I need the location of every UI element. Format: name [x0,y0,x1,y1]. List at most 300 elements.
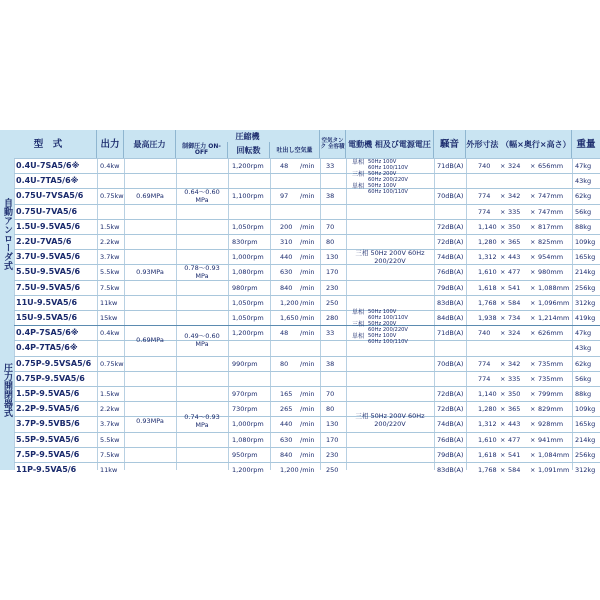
grid-row-line [14,234,600,235]
row-air-unit: /min [300,253,315,262]
row-tank: 130 [326,253,339,262]
row-rpm: 1,080rpm [232,268,264,277]
dim-separator: × [530,359,536,368]
row-air-delivery: 165 [280,390,293,398]
row-rpm: 980rpm [232,283,258,292]
motor-50hz: 50Hz 200V [368,171,397,177]
row-rpm: 1,050rpm [232,314,264,322]
row-width: 1,768 [478,466,497,474]
row-power: 7.5kw [100,283,120,292]
row-width: 774 [478,207,491,216]
grid-column-line [346,158,347,470]
row-height: 799mm [538,390,564,398]
row-model: 0.75P-9.5VSA5/6 [16,358,92,368]
row-tank: 80 [326,405,335,414]
dim-separator: × [530,435,536,444]
max-pressure-b: 0.93MPa [136,267,164,276]
row-depth: 324 [508,162,521,170]
grid-row-line [14,356,600,357]
header-compressor: 圧縮機 [176,130,320,158]
motor-voltage-note [352,322,408,333]
motor-voltage-note [352,184,408,195]
row-noise: 83dB(A) [437,298,464,307]
row-weight: 62kg [575,192,592,201]
header-ctrl-pressure: 制御圧力 ON-OFF [176,142,228,158]
row-width: 774 [478,192,491,201]
grid-row-line [14,158,600,159]
row-noise: 71dB(A) [437,329,464,338]
dim-separator: × [530,374,536,383]
row-tank: 80 [326,238,335,246]
row-tank: 70 [326,390,335,398]
dim-separator: × [530,162,536,170]
motor-phase-tag: 三相 [352,321,365,328]
row-depth: 541 [508,450,521,459]
header-tank: 空気タンク 全容積 [320,130,346,158]
row-power: 7.5kw [100,450,120,459]
row-rpm: 950rpm [232,450,258,459]
grid-column-line [572,158,573,470]
row-tank: 38 [326,192,335,201]
row-model: 1.5U-9.5VA5/6 [16,221,81,231]
row-noise: 72dB(A) [437,238,464,246]
row-weight: 56kg [575,374,592,383]
dim-separator: × [500,390,506,398]
row-rpm: 990rpm [232,359,258,368]
grid-row-line [14,264,600,265]
motor-60hz: 60Hz 100/110V [368,164,408,171]
row-height: 980mm [538,268,564,277]
row-air-unit: /min [300,268,315,277]
row-depth: 324 [508,329,521,338]
row-air-delivery: 840 [280,450,293,459]
row-model: 2.2P-9.5VA5/6 [16,404,80,414]
row-air-delivery: 630 [280,268,293,277]
row-width: 1,618 [478,283,497,292]
row-weight: 312kg [575,298,596,307]
row-tank: 250 [326,298,339,307]
dim-separator: × [530,466,536,474]
row-model: 11P-9.5VA5/6 [16,465,77,474]
row-width: 774 [478,374,491,383]
grid-column-line [14,158,15,470]
row-tank: 230 [326,450,339,459]
row-depth: 584 [508,298,521,307]
motor-60hz: 60Hz 200/220V [368,176,408,183]
row-width: 1,610 [478,435,497,444]
row-weight: 47kg [575,329,592,338]
row-power: 1.5kw [100,222,120,231]
row-air-delivery: 200 [280,222,293,231]
row-air-unit: /min [300,222,315,231]
motor-phase-tag: 単相 [352,309,365,316]
motor-phase-tag: 単相 [352,333,365,340]
row-air-delivery: 48 [280,162,289,170]
row-depth: 335 [508,207,521,216]
grid-row-line [14,447,600,448]
motor-three-phase-a: 三相 50Hz 200V 60Hz 200/220V [355,249,425,265]
dim-separator: × [500,435,506,444]
row-depth: 342 [508,192,521,201]
grid-row-line [14,204,600,205]
motor-50hz: 50Hz 200V [368,321,397,327]
row-model: 0.4P-7SA5/6※ [16,328,79,338]
row-height: 829mm [538,405,564,414]
max-pressure-d: 0.93MPa [136,416,164,425]
row-rpm: 1,200rpm [232,466,264,474]
row-weight: 62kg [575,359,592,368]
dim-separator: × [500,253,506,262]
motor-60hz: 60Hz 100/110V [368,188,408,195]
row-height: 656mm [538,162,564,170]
row-width: 1,312 [478,253,497,262]
motor-60hz: 60Hz 100/110V [368,314,408,321]
row-rpm: 1,000rpm [232,253,264,262]
motor-50hz: 50Hz 100V [368,159,397,165]
motor-50hz: 50Hz 100V [368,333,397,339]
row-noise: 83dB(A) [437,466,464,474]
row-power: 0.4kw [100,162,120,170]
row-model: 3.7U-9.5VA5/6 [16,252,81,262]
row-weight: 312kg [575,466,596,474]
dim-separator: × [500,329,506,338]
row-model: 5.5P-9.5VA5/6 [16,434,80,444]
grid-row-line [14,310,600,311]
row-tank: 70 [326,222,335,231]
row-noise: 72dB(A) [437,405,464,414]
grid-row-line [14,295,600,296]
grid-column-line [320,158,321,470]
row-model: 0.75U-7VA5/6 [16,206,78,216]
row-depth: 541 [508,283,521,292]
dim-separator: × [530,390,536,398]
dim-separator: × [530,192,536,201]
row-air-unit: /min [300,405,315,414]
row-power: 11kw [100,466,118,474]
row-weight: 256kg [575,450,596,459]
row-height: 1,096mm [538,298,570,307]
row-rpm: 1,200rpm [232,329,264,338]
motor-three-phase-b: 三相 50Hz 200V 60Hz 200/220V [355,412,425,428]
row-power: 5.5kw [100,435,120,444]
row-weight: 256kg [575,283,596,292]
row-air-unit: /min [300,420,315,429]
dim-separator: × [500,238,506,246]
row-tank: 130 [326,420,339,429]
dim-separator: × [530,222,536,231]
dim-separator: × [500,466,506,474]
row-air-unit: /min [300,435,315,444]
row-height: 817mm [538,222,564,231]
grid-row-line [14,280,600,281]
header-weight: 重量 [572,130,600,158]
row-power: 2.2kw [100,238,120,246]
row-width: 740 [478,329,491,338]
header-noise: 騒音 [434,130,466,158]
row-model: 7.5P-9.5VA5/6 [16,449,80,459]
row-power: 15kw [100,314,118,322]
dim-separator: × [500,268,506,277]
row-width: 774 [478,359,491,368]
row-height: 735mm [538,359,564,368]
header-max-pressure: 最高圧力 [124,130,176,158]
grid-row-line [14,340,600,341]
ctrl-pressure-d: 0.74〜0.93 MPa [184,412,220,429]
row-noise: 79dB(A) [437,283,464,292]
row-noise: 74dB(A) [437,420,464,429]
grid-row-line [14,371,600,372]
motor-phase-tag: 単相 [352,159,365,166]
row-weight: 56kg [575,207,592,216]
header-dims: 外形寸法 （幅×奥行×高さ） [466,130,572,158]
dim-separator: × [530,298,536,307]
row-rpm: 970rpm [232,390,258,398]
motor-50hz: 50Hz 100V [368,183,397,189]
row-noise: 70dB(A) [437,192,464,201]
row-power: 3.7kw [100,253,120,262]
max-pressure-c: 0.69MPa [136,336,164,344]
row-weight: 165kg [575,253,596,262]
row-power: 11kw [100,298,118,307]
row-power: 2.2kw [100,405,120,414]
row-height: 954mm [538,253,564,262]
row-power: 3.7kw [100,420,120,429]
row-rpm: 1,050rpm [232,298,264,307]
row-width: 1,140 [478,390,497,398]
row-model: 3.7P-9.5VB5/6 [16,419,80,429]
grid-row-line [14,462,600,463]
row-width: 1,618 [478,450,497,459]
row-model: 2.2U-7VA5/6 [16,237,72,246]
dim-separator: × [500,450,506,459]
row-air-delivery: 440 [280,253,293,262]
dim-separator: × [530,253,536,262]
row-power: 0.75kw [100,192,124,201]
dim-separator: × [500,314,506,322]
row-noise: 71dB(A) [437,162,464,170]
dim-separator: × [500,298,506,307]
row-air-delivery: 80 [280,359,289,368]
row-model: 7.5U-9.5VA5/6 [16,282,81,292]
grid-row-line [14,325,600,326]
row-depth: 350 [508,390,521,398]
row-depth: 477 [508,268,521,277]
row-model: 0.4U-7TA5/6※ [16,176,79,186]
row-weight: 109kg [575,405,596,414]
row-width: 1,280 [478,238,497,246]
header-rpm: 回転数 [228,142,270,158]
row-height: 626mm [538,329,564,338]
row-air-unit: /min [300,314,315,322]
motor-60hz: 60Hz 200/220V [368,326,408,333]
row-weight: 165kg [575,420,596,429]
row-weight: 214kg [575,435,596,444]
row-air-unit: /min [300,466,315,474]
grid-row-line [14,432,600,433]
grid-column-line [228,158,229,470]
motor-phase-tag: 三相 [352,171,365,178]
row-noise: 76dB(A) [437,435,464,444]
row-model: 1.5P-9.5VA5/6 [16,389,80,398]
row-air-delivery: 1,650 [280,314,299,322]
grid-row-line [14,386,600,387]
row-weight: 43kg [575,177,592,186]
row-weight: 88kg [575,222,592,231]
grid-column-line [97,158,98,470]
grid-row-line [14,219,600,220]
row-height: 1,088mm [538,283,570,292]
row-model: 0.4U-7SA5/6※ [16,161,80,170]
row-air-unit: /min [300,329,315,338]
row-air-delivery: 97 [280,192,289,201]
row-width: 1,938 [478,314,497,322]
row-weight: 419kg [575,314,596,322]
grid-column-line [434,158,435,470]
row-model: 0.4P-7TA5/6※ [16,343,78,353]
row-air-unit: /min [300,298,315,307]
row-width: 1,280 [478,405,497,414]
row-model: 11U-9.5VA5/6 [16,297,78,307]
row-noise: 84dB(A) [437,314,464,322]
row-power: 5.5kw [100,268,120,277]
dim-separator: × [530,420,536,429]
row-air-unit: /min [300,390,315,398]
dim-separator: × [530,405,536,414]
row-rpm: 1,200rpm [232,162,264,170]
row-air-delivery: 1,200 [280,466,299,474]
row-air-delivery: 630 [280,435,293,444]
row-depth: 365 [508,238,521,246]
dim-separator: × [530,450,536,459]
dim-separator: × [500,207,506,216]
row-depth: 335 [508,374,521,383]
row-width: 1,768 [478,298,497,307]
row-air-delivery: 1,200 [280,298,299,307]
header-air-delivery: 吐出し空気量 [270,142,320,158]
row-height: 928mm [538,420,564,429]
ctrl-pressure-a: 0.64〜0.60 MPa [184,187,220,204]
row-tank: 38 [326,359,335,368]
motor-voltage-note [352,310,408,321]
motor-voltage-note [352,334,408,345]
row-air-unit: /min [300,283,315,292]
row-width: 1,610 [478,268,497,277]
row-tank: 250 [326,466,339,474]
ctrl-pressure-b: 0.78〜0.93 MPa [184,263,220,280]
row-tank: 230 [326,283,339,292]
row-height: 735mm [538,374,564,383]
dim-separator: × [500,405,506,414]
row-power: 1.5kw [100,390,120,398]
row-air-delivery: 440 [280,420,293,429]
dim-separator: × [530,283,536,292]
dim-separator: × [530,314,536,322]
spec-table [0,130,600,474]
row-depth: 477 [508,435,521,444]
row-tank: 280 [326,314,339,322]
row-rpm: 830rpm [232,238,258,246]
row-height: 825mm [538,238,564,246]
row-depth: 734 [508,314,521,322]
ctrl-pressure-c: 0.49〜0.60 MPa [184,332,220,348]
row-weight: 47kg [575,162,592,170]
row-air-unit: /min [300,450,315,459]
header-power: 出力 [97,130,124,158]
row-weight: 43kg [575,344,592,353]
header-motor: 電動機 相及び電源電圧 [346,130,434,158]
max-pressure-a: 0.69MPa [136,191,164,200]
row-noise: 74dB(A) [437,253,464,262]
row-tank: 170 [326,268,339,277]
row-depth: 443 [508,253,521,262]
grid-row-line [14,173,600,174]
row-depth: 443 [508,420,521,429]
header-model: 型 式 [0,130,97,158]
row-width: 1,140 [478,222,497,231]
row-model: 0.75U-7VSA5/6 [16,191,84,201]
group-pressure-switch: 圧力開閉器式 [0,310,14,470]
motor-voltage-note [352,172,408,183]
dim-separator: × [500,374,506,383]
row-rpm: 1,000rpm [232,420,264,429]
row-tank: 33 [326,162,335,170]
row-noise: 72dB(A) [437,222,464,231]
row-height: 1,214mm [538,314,570,322]
row-air-unit: /min [300,162,315,170]
row-depth: 342 [508,359,521,368]
row-air-unit: /min [300,238,315,246]
dim-separator: × [500,162,506,170]
dim-separator: × [530,268,536,277]
row-height: 1,091mm [538,466,570,474]
motor-voltage-note [352,160,408,171]
grid-column-line [466,158,467,470]
row-weight: 109kg [575,238,596,246]
row-weight: 214kg [575,268,596,277]
row-air-delivery: 310 [280,238,293,246]
grid-row-line [14,416,600,417]
row-rpm: 730rpm [232,405,258,414]
row-height: 747mm [538,192,564,201]
grid-column-line [270,158,271,470]
row-noise: 72dB(A) [437,390,464,398]
grid-row-line [14,401,600,402]
row-air-unit: /min [300,359,315,368]
grid-row-line [14,188,600,189]
dim-separator: × [530,207,536,216]
row-height: 747mm [538,207,564,216]
dim-separator: × [500,359,506,368]
row-depth: 584 [508,466,521,474]
row-weight: 88kg [575,390,592,398]
row-model: 15U-9.5VA5/6 [16,313,78,322]
row-noise: 76dB(A) [437,268,464,277]
row-depth: 350 [508,222,521,231]
dim-separator: × [530,238,536,246]
row-width: 1,312 [478,420,497,429]
motor-phase-tag: 単相 [352,183,365,190]
dim-separator: × [500,192,506,201]
motor-50hz: 50Hz 100V [368,309,397,315]
row-height: 941mm [538,435,564,444]
row-noise: 70dB(A) [437,359,464,368]
row-rpm: 1,050rpm [232,222,264,231]
row-air-delivery: 840 [280,283,293,292]
row-depth: 365 [508,405,521,414]
row-height: 1,084mm [538,450,570,459]
dim-separator: × [500,283,506,292]
row-air-unit: /min [300,192,315,201]
